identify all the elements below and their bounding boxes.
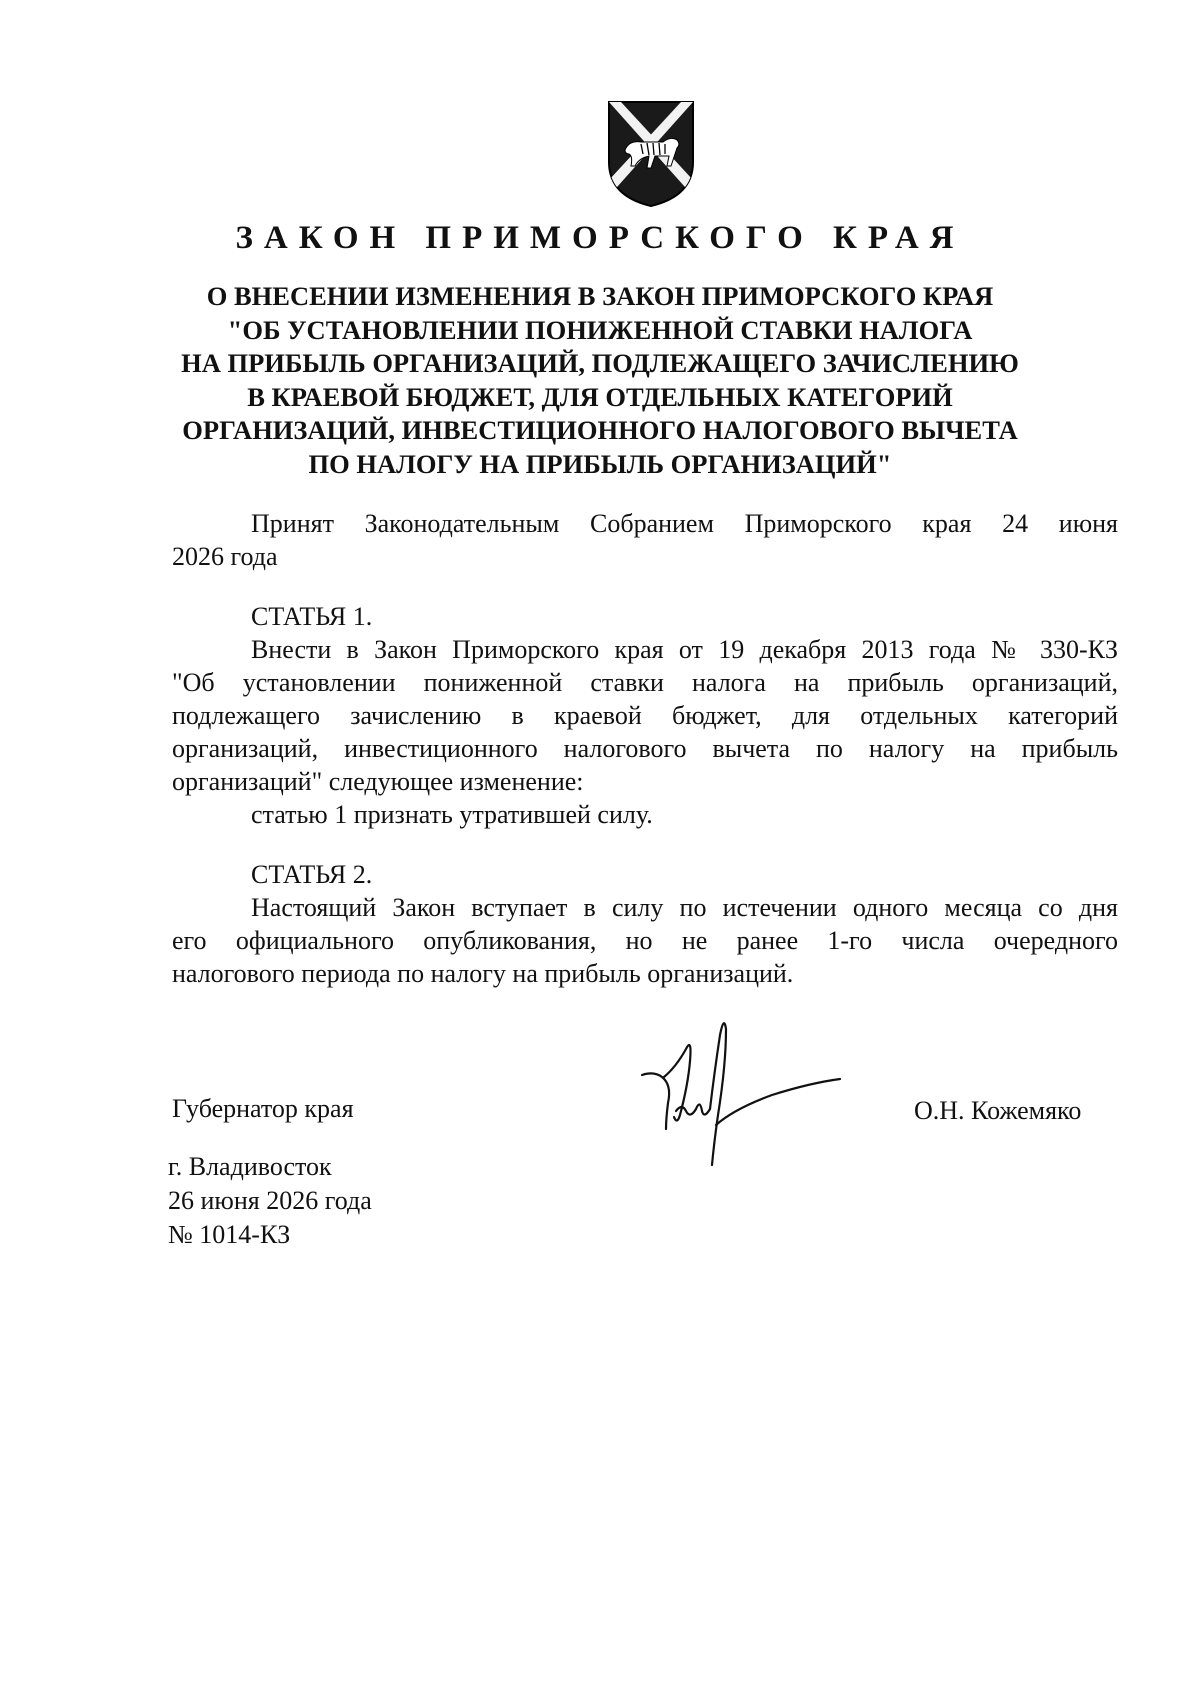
coat-of-arms-emblem bbox=[607, 100, 695, 208]
adoption-line: 2026 года bbox=[172, 542, 278, 571]
title-line: ОРГАНИЗАЦИЙ, ИНВЕСТИЦИОННОГО НАЛОГОВОГО ВЫЧЕТА bbox=[182, 415, 1018, 445]
governor-role: Губернатор края bbox=[172, 1094, 354, 1123]
law-title bbox=[150, 280, 1050, 481]
governor-name: О.Н. Кожемяко bbox=[914, 1096, 1082, 1125]
article-line: организаций" следующее изменение: bbox=[172, 767, 584, 796]
law-heading: ЗАКОН ПРИМОРСКОГО КРАЯ bbox=[235, 220, 965, 256]
place-date-number bbox=[168, 1150, 372, 1252]
title-line: В КРАЕВОЙ БЮДЖЕТ, ДЛЯ ОТДЕЛЬНЫХ КАТЕГОРИЙ bbox=[247, 381, 953, 412]
article-line: налогового периода по налогу на прибыль организаций. bbox=[172, 959, 794, 988]
article-heading: СТАТЬЯ 2. bbox=[251, 860, 373, 889]
handwritten-signature bbox=[640, 1015, 850, 1175]
adoption-line: Принят Законодательным Собранием Приморского края 24 июня bbox=[251, 509, 1118, 538]
article-2 bbox=[172, 858, 1118, 990]
title-line: НА ПРИБЫЛЬ ОРГАНИЗАЦИЙ, ПОДЛЕЖАЩЕГО ЗАЧИСЛЕНИЮ bbox=[181, 348, 1019, 378]
article-line: организаций, инвестиционного налогового вычета по налогу на прибыль bbox=[172, 734, 1118, 763]
city: г. Владивосток bbox=[168, 1152, 332, 1181]
adoption-statement bbox=[172, 507, 1118, 573]
article-line: Внести в Закон Приморского края от 19 декабря 2013 года № 330-КЗ bbox=[251, 635, 1118, 664]
law-number: № 1014-КЗ bbox=[168, 1220, 291, 1249]
article-heading: СТАТЬЯ 1. bbox=[251, 602, 373, 631]
signing-date: 26 июня 2026 года bbox=[168, 1186, 372, 1215]
article-line: Настоящий Закон вступает в силу по истечении одного месяца со дня bbox=[251, 893, 1118, 922]
article-1 bbox=[172, 600, 1118, 831]
title-line: "ОБ УСТАНОВЛЕНИИ ПОНИЖЕННОЙ СТАВКИ НАЛОГА bbox=[227, 314, 973, 345]
article-line: статью 1 признать утратившей силу. bbox=[251, 800, 653, 829]
article-line: "Об установлении пониженной ставки налога на прибыль организаций, bbox=[172, 668, 1118, 697]
title-line: О ВНЕСЕНИИ ИЗМЕНЕНИЯ В ЗАКОН ПРИМОРСКОГО КРАЯ bbox=[206, 281, 994, 311]
article-line: подлежащего зачислению в краевой бюджет, для отдельных категорий bbox=[172, 701, 1118, 730]
article-line: его официального опубликования, но не ранее 1-го числа очередного bbox=[172, 926, 1118, 955]
title-line: ПО НАЛОГУ НА ПРИБЫЛЬ ОРГАНИЗАЦИЙ" bbox=[308, 448, 892, 479]
